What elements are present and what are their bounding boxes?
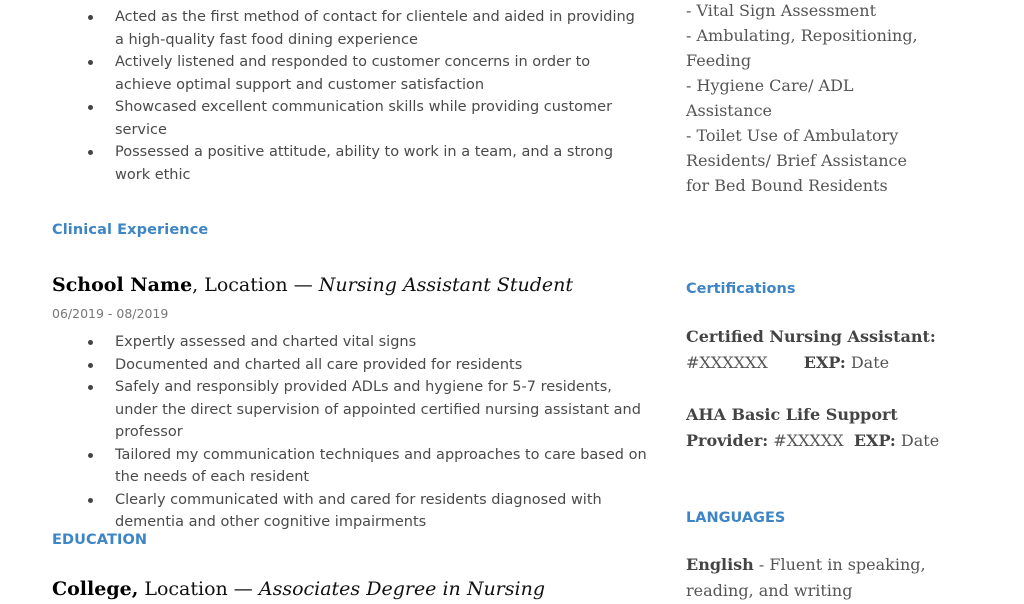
education-heading: EDUCATION (52, 532, 148, 548)
skills-list (686, 0, 1006, 198)
list-item (88, 96, 648, 141)
skill-line: Feeding (686, 51, 752, 70)
aha-provider-label: Provider: (686, 431, 769, 450)
clinical-bullets (88, 331, 648, 534)
list-item (88, 141, 648, 186)
cna-certification (686, 324, 1016, 376)
job-role: Nursing Assistant Student (318, 274, 574, 296)
bullet-icon (88, 453, 93, 458)
skill-line: - Vital Sign Assessment (686, 1, 877, 20)
side-column (686, 0, 1016, 600)
employer-name: School Name (52, 274, 193, 296)
list-item (88, 6, 648, 51)
bullet-text: Showcased excellent communication skills while providing customer service (115, 99, 613, 138)
cna-exp-value: Date (845, 353, 890, 372)
clinical-dates: 06/2019 - 08/2019 (52, 306, 169, 321)
aha-certification (686, 402, 1016, 454)
bullet-icon (88, 150, 93, 155)
list-item (88, 444, 648, 489)
bullet-icon (88, 60, 93, 65)
aha-number: #XXXXX (768, 431, 844, 450)
aha-exp-value: Date (895, 431, 940, 450)
language-desc-1: - Fluent in speaking, (753, 555, 926, 574)
aha-exp-label: EXP: (853, 431, 896, 450)
bullet-text: Acted as the first method of contact for clientele and aided in providing a high-quality fast food dining experience (115, 9, 635, 48)
cna-exp-label: EXP: (803, 353, 846, 372)
job-location: , Location — (192, 274, 319, 296)
list-item (88, 489, 648, 534)
language-name: English (686, 555, 754, 574)
language-entry (686, 552, 1016, 604)
bullet-text: Clearly communicated with and cared for residents diagnosed with dementia and other cognitive impairments (115, 491, 602, 530)
bullet-text: Safely and responsibly provided ADLs and hygiene for 5-7 residents, under the direct supervision of appointed certified nursing assistant and professor (115, 379, 641, 440)
skill-line: - Toilet Use of Ambulatory (686, 126, 899, 145)
bullet-icon (88, 340, 93, 345)
school-location: Location — (138, 578, 259, 600)
bullet-text: Possessed a positive attitude, ability to work in a team, and a strong work ethic (115, 144, 614, 183)
degree-name: Associates Degree in Nursing (258, 578, 545, 600)
skill-line: for Bed Bound Residents (686, 176, 888, 195)
bullet-icon (88, 15, 93, 20)
cna-title: Certified Nursing Assistant: (686, 327, 936, 346)
skill-line: Assistance (686, 101, 773, 120)
languages-heading: LANGUAGES (686, 510, 786, 526)
list-item (88, 354, 648, 377)
skill-line: - Ambulating, Repositioning, (686, 26, 918, 45)
list-item (88, 51, 648, 96)
education-title (52, 578, 545, 600)
bullet-icon (88, 385, 93, 390)
list-item (88, 376, 648, 444)
list-item (88, 331, 648, 354)
skill-line: - Hygiene Care/ ADL (686, 76, 854, 95)
bullet-icon (88, 363, 93, 368)
school-name: College, (52, 578, 139, 600)
clinical-job-title (52, 274, 573, 296)
cna-number: #XXXXXX (686, 353, 768, 372)
bullet-text: Tailored my communication techniques and approaches to care based on the needs of each resident (115, 446, 647, 485)
aha-title: AHA Basic Life Support (686, 405, 898, 424)
skill-line: Residents/ Brief Assistance (686, 151, 907, 170)
certifications-heading: Certifications (686, 281, 796, 297)
bullet-icon (88, 498, 93, 503)
bullet-text: Actively listened and responded to customer concerns in order to achieve optimal support and customer satisfaction (115, 54, 591, 93)
clinical-experience-heading: Clinical Experience (52, 222, 209, 238)
bullet-text: Documented and charted all care provided for residents (115, 356, 523, 373)
first-job-bullets (88, 6, 648, 186)
language-desc-2: reading, and writing (686, 581, 853, 600)
bullet-icon (88, 105, 93, 110)
bullet-text: Expertly assessed and charted vital signs (115, 334, 417, 350)
